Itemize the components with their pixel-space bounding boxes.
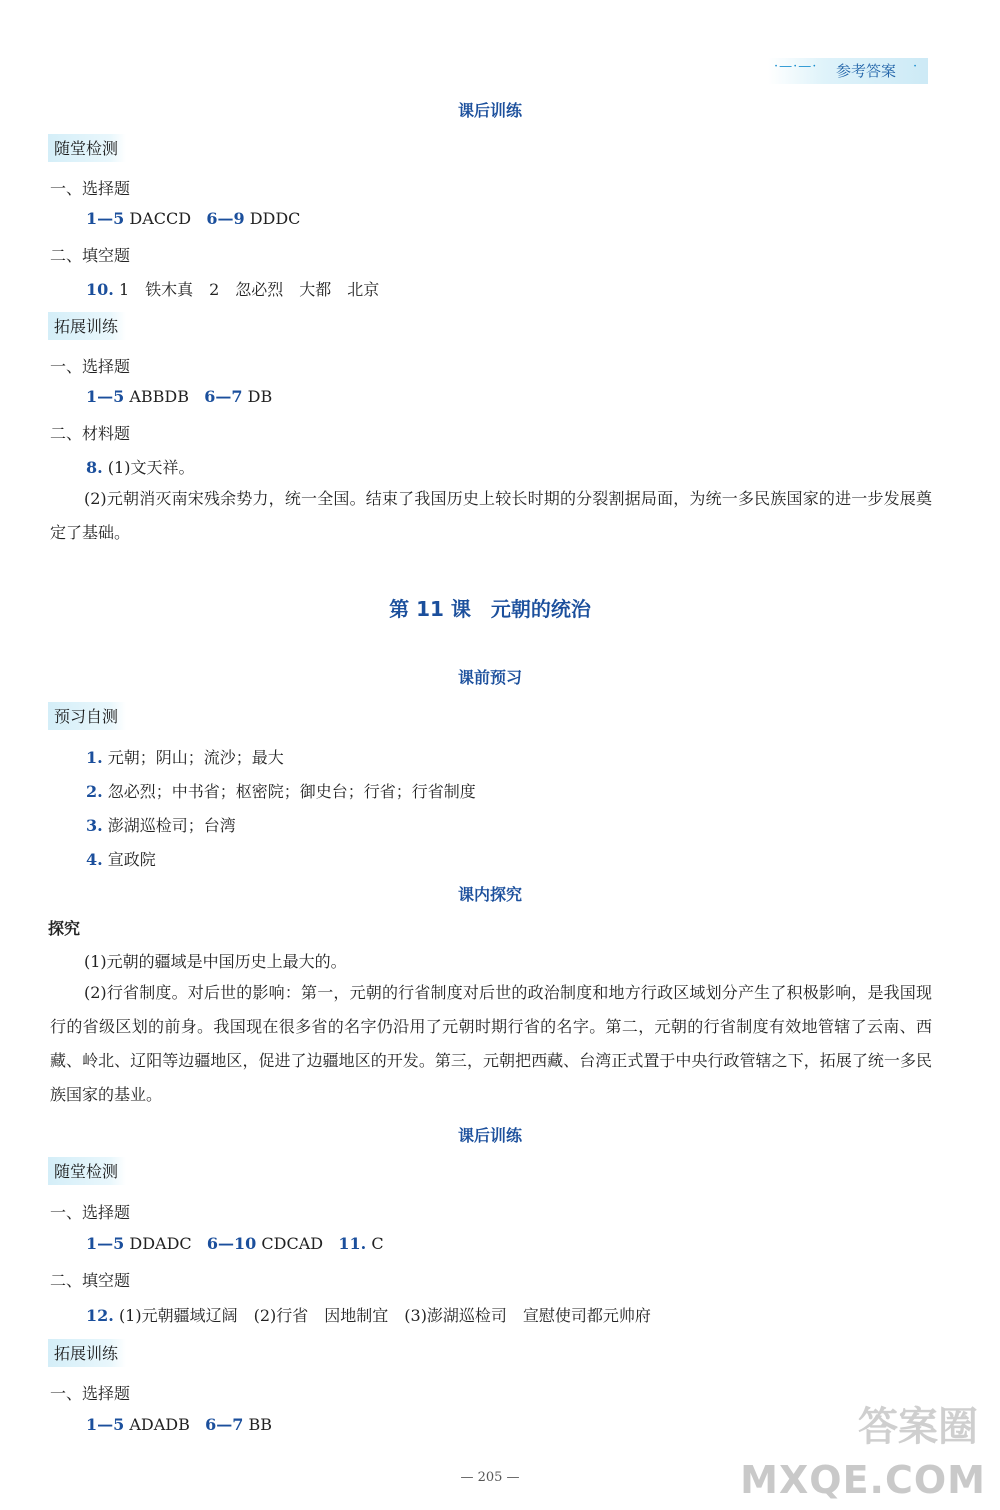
- subsection-choice: 一、选择题: [50, 1203, 131, 1222]
- list-item: 1. 元朝；阴山；流沙；最大: [86, 748, 284, 767]
- list-item: 3. 澎湖巡检司；台湾: [86, 816, 236, 835]
- subsection-choice: 一、选择题: [50, 179, 131, 198]
- tag-self-test: 预习自测: [48, 702, 126, 730]
- answer-line: 1—5 DACCD 6—9 DDDC: [86, 209, 301, 228]
- watermark-logo: 答案圈: [858, 1404, 978, 1450]
- explore-paragraph-1: (1)元朝的疆域是中国历史上最大的。: [84, 952, 347, 971]
- tag-in-class-test: 随堂检测: [48, 1157, 126, 1185]
- section-heading-after-class: 课后训练: [457, 101, 522, 120]
- list-item: 2. 忽必烈；中书省；枢密院；御史台；行省；行省制度: [86, 782, 476, 801]
- answer-line: 1—5 ADADB 6—7 BB: [86, 1415, 273, 1434]
- tag-extension-training: 拓展训练: [48, 312, 126, 340]
- header-dots-icon: ·—·—·: [774, 59, 818, 74]
- watermark-site: MXQE.COM: [740, 1458, 986, 1502]
- answer-line: 10. 1 铁木真 2 忽必烈 大都 北京: [86, 280, 380, 299]
- answer-line: 12. (1)元朝疆域辽阔 (2)行省 因地制宜 (3)澎湖巡检司 宣慰使司都元帅府: [86, 1306, 651, 1325]
- answer-line: 8. (1)文天祥。: [86, 458, 195, 477]
- subsection-material: 二、材料题: [50, 424, 131, 443]
- lesson-title: 第 11 课 元朝的统治: [389, 597, 591, 621]
- subsection-fill: 二、填空题: [50, 246, 131, 265]
- subsection-choice: 一、选择题: [50, 1384, 131, 1403]
- page-number: — 205 —: [460, 1470, 520, 1485]
- subsection-choice: 一、选择题: [50, 357, 131, 376]
- section-heading-explore: 课内探究: [457, 885, 522, 904]
- answer-line: 1—5 ABBDB 6—7 DB: [86, 387, 273, 406]
- answer-line: 1—5 DDADC 6—10 CDCAD 11. C: [86, 1234, 384, 1253]
- tag-extension-training: 拓展训练: [48, 1339, 126, 1367]
- header-dot-icon: ·: [913, 59, 918, 74]
- section-heading-after-class: 课后训练: [457, 1126, 522, 1145]
- header-label: 参考答案: [836, 62, 897, 80]
- subsection-fill: 二、填空题: [50, 1271, 131, 1290]
- tag-in-class-test: 随堂检测: [48, 134, 126, 162]
- section-heading-preview: 课前预习: [457, 668, 522, 687]
- explore-label: 探究: [48, 919, 81, 938]
- explore-paragraph-2: (2)行省制度。对后世的影响：第一，元朝的行省制度对后世的政治制度和地方行政区域划分产生了积极影响，是我国现行的省级区划的前身。我国现在很多省的名字仍沿用了元朝时期行省的名字。第二，元朝的行省制度有效地管辖了云南、西藏、岭北、辽阳等边疆地区，促进了边疆地区的开发。第三，元朝把西藏、台湾正式置于中央行政管辖之下，拓展了统一多民族国家的基业。: [50, 983, 932, 1104]
- list-item: 4. 宣政院: [86, 850, 156, 869]
- answer-paragraph: (2)元朝消灭南宋残余势力，统一全国。结束了我国历史上较长时期的分裂割据局面，为统一多民族国家的进一步发展奠定了基础。: [50, 489, 932, 542]
